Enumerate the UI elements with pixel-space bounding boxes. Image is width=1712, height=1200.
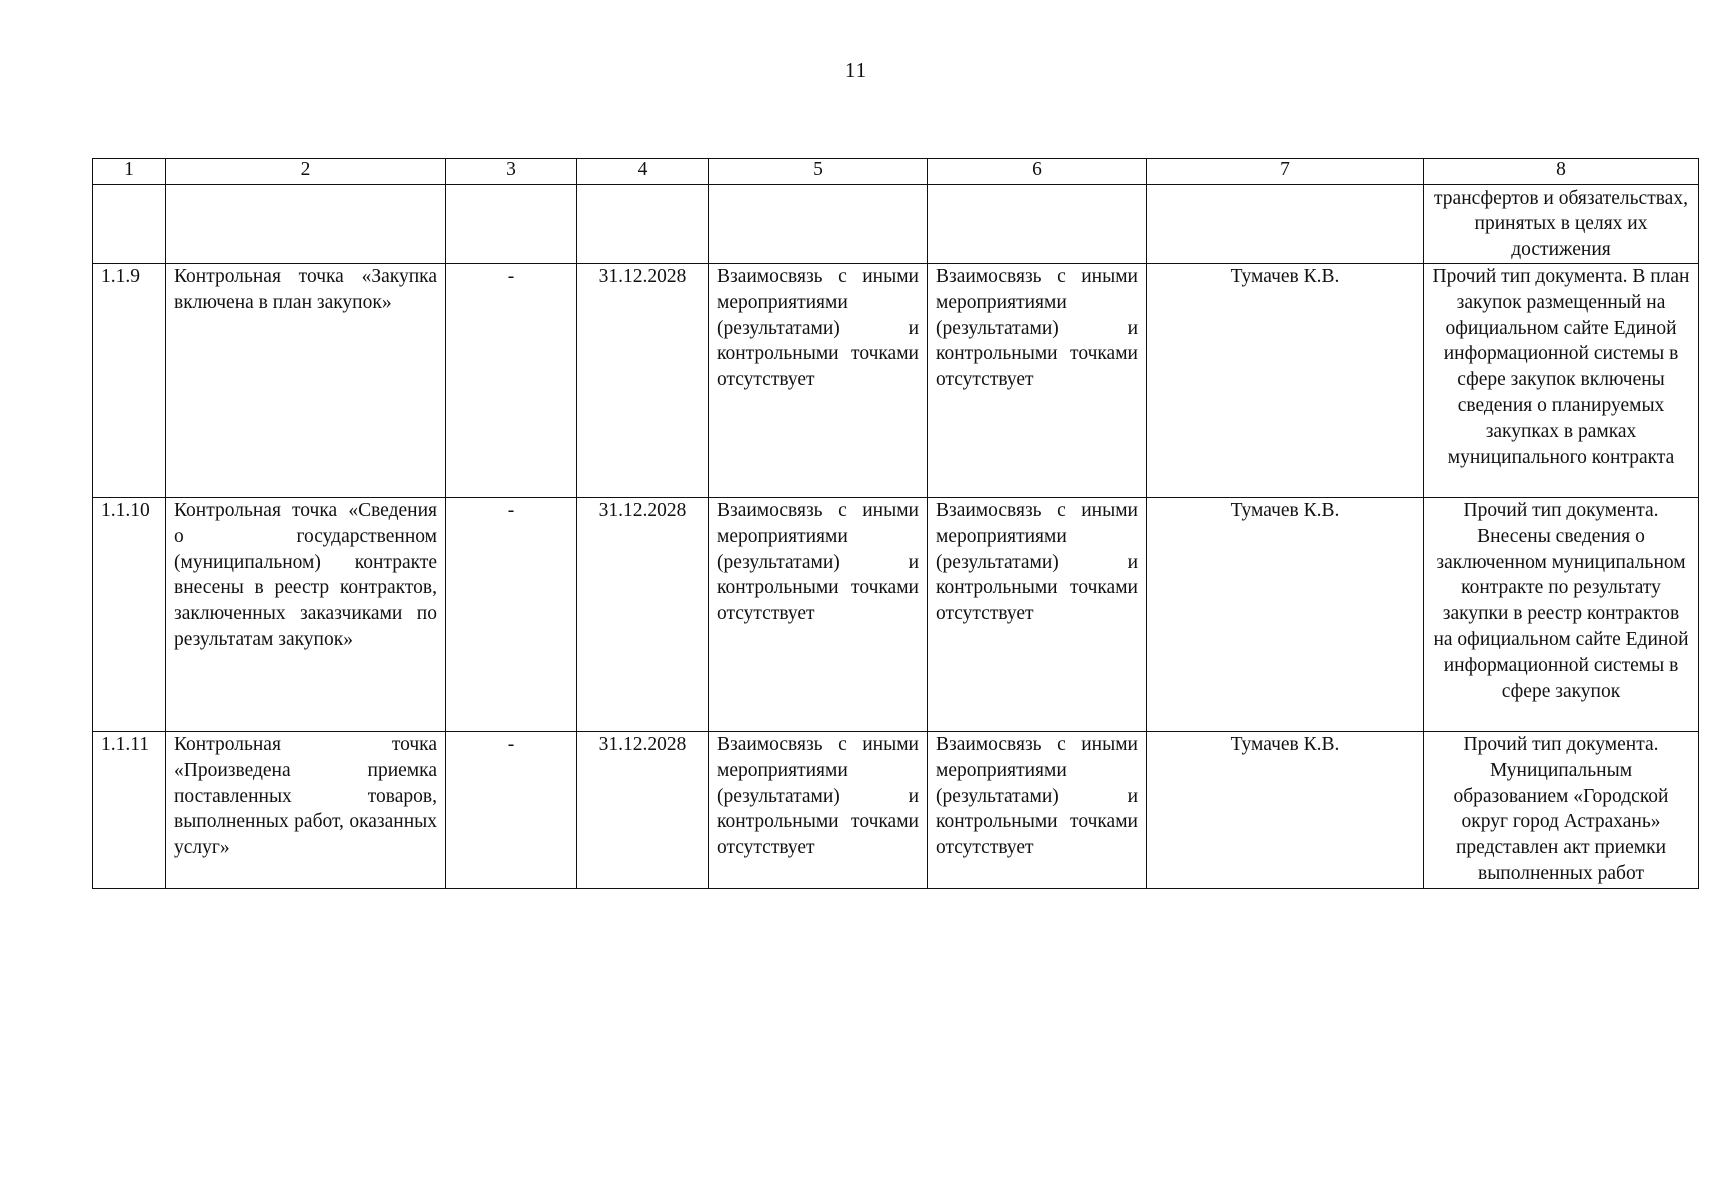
relation-cell: Взаимосвязь с иными мероприятиями (результатами) и контрольными точками отсутствует bbox=[928, 732, 1147, 889]
column-header-3: 3 bbox=[446, 159, 577, 185]
col3-cell: - bbox=[446, 498, 577, 732]
page-number: 11 bbox=[844, 58, 868, 82]
column-header-2: 2 bbox=[166, 159, 446, 185]
col3-cell: - bbox=[446, 732, 577, 889]
relation-cell: Взаимосвязь с иными мероприятиями (результатами) и контрольными точками отсутствует bbox=[709, 732, 928, 889]
plan-table bbox=[92, 158, 1699, 889]
date-cell: 31.12.2028 bbox=[577, 264, 709, 498]
checkpoint-name-cell: Контрольная точка «Произведена приемка поставленных товаров, выполненных работ, оказанных услуг» bbox=[166, 732, 446, 889]
document-cell: Прочий тип документа. Муниципальным образованием «Городской округ город Астрахань» представлен акт приемки выполненных работ bbox=[1424, 732, 1699, 889]
relation-cell: Взаимосвязь с иными мероприятиями (результатами) и контрольными точками отсутствует bbox=[709, 498, 928, 732]
relation-cell: Взаимосвязь с иными мероприятиями (результатами) и контрольными точками отсутствует bbox=[928, 498, 1147, 732]
responsible-cell: Тумачев К.В. bbox=[1147, 264, 1424, 498]
empty-cell bbox=[709, 185, 928, 264]
relation-cell: Взаимосвязь с иными мероприятиями (результатами) и контрольными точками отсутствует bbox=[709, 264, 928, 498]
checkpoint-name-cell: Контрольная точка «Сведения о государственном (муниципальном) контракте внесены в реестр контрактов, заключенных заказчиками по результатам закупок» bbox=[166, 498, 446, 732]
responsible-cell: Тумачев К.В. bbox=[1147, 732, 1424, 889]
checkpoint-name-cell: Контрольная точка «Закупка включена в план закупок» bbox=[166, 264, 446, 498]
column-header-8: 8 bbox=[1424, 159, 1699, 185]
column-header-4: 4 bbox=[577, 159, 709, 185]
empty-cell bbox=[1147, 185, 1424, 264]
continuation-document-cell: трансфертов и обязательствах, принятых в целях их достижения bbox=[1424, 185, 1699, 264]
column-header-5: 5 bbox=[709, 159, 928, 185]
table-header-row bbox=[93, 159, 1699, 185]
empty-cell bbox=[166, 185, 446, 264]
empty-cell bbox=[577, 185, 709, 264]
document-cell: Прочий тип документа. Внесены сведения о заключенном муниципальном контракте по результату закупки в реестр контрактов на официальном сайте Единой информационной системы в сфере закупок bbox=[1424, 498, 1699, 732]
col3-cell: - bbox=[446, 264, 577, 498]
empty-cell bbox=[446, 185, 577, 264]
document-cell: Прочий тип документа. В план закупок размещенный на официальном сайте Единой информационной системы в сфере закупок включены сведения о планируемых закупках в рамках муниципального контракта bbox=[1424, 264, 1699, 498]
row-number-cell: 1.1.11 bbox=[93, 732, 166, 889]
column-header-6: 6 bbox=[928, 159, 1147, 185]
relation-cell: Взаимосвязь с иными мероприятиями (результатами) и контрольными точками отсутствует bbox=[928, 264, 1147, 498]
row-number-cell: 1.1.9 bbox=[93, 264, 166, 498]
responsible-cell: Тумачев К.В. bbox=[1147, 498, 1424, 732]
column-header-1: 1 bbox=[93, 159, 166, 185]
row-number-cell: 1.1.10 bbox=[93, 498, 166, 732]
date-cell: 31.12.2028 bbox=[577, 732, 709, 889]
empty-cell bbox=[928, 185, 1147, 264]
column-header-7: 7 bbox=[1147, 159, 1424, 185]
date-cell: 31.12.2028 bbox=[577, 498, 709, 732]
table-row bbox=[93, 732, 1699, 889]
table-row bbox=[93, 498, 1699, 732]
empty-cell bbox=[93, 185, 166, 264]
table-row bbox=[93, 264, 1699, 498]
continuation-row bbox=[93, 185, 1699, 264]
